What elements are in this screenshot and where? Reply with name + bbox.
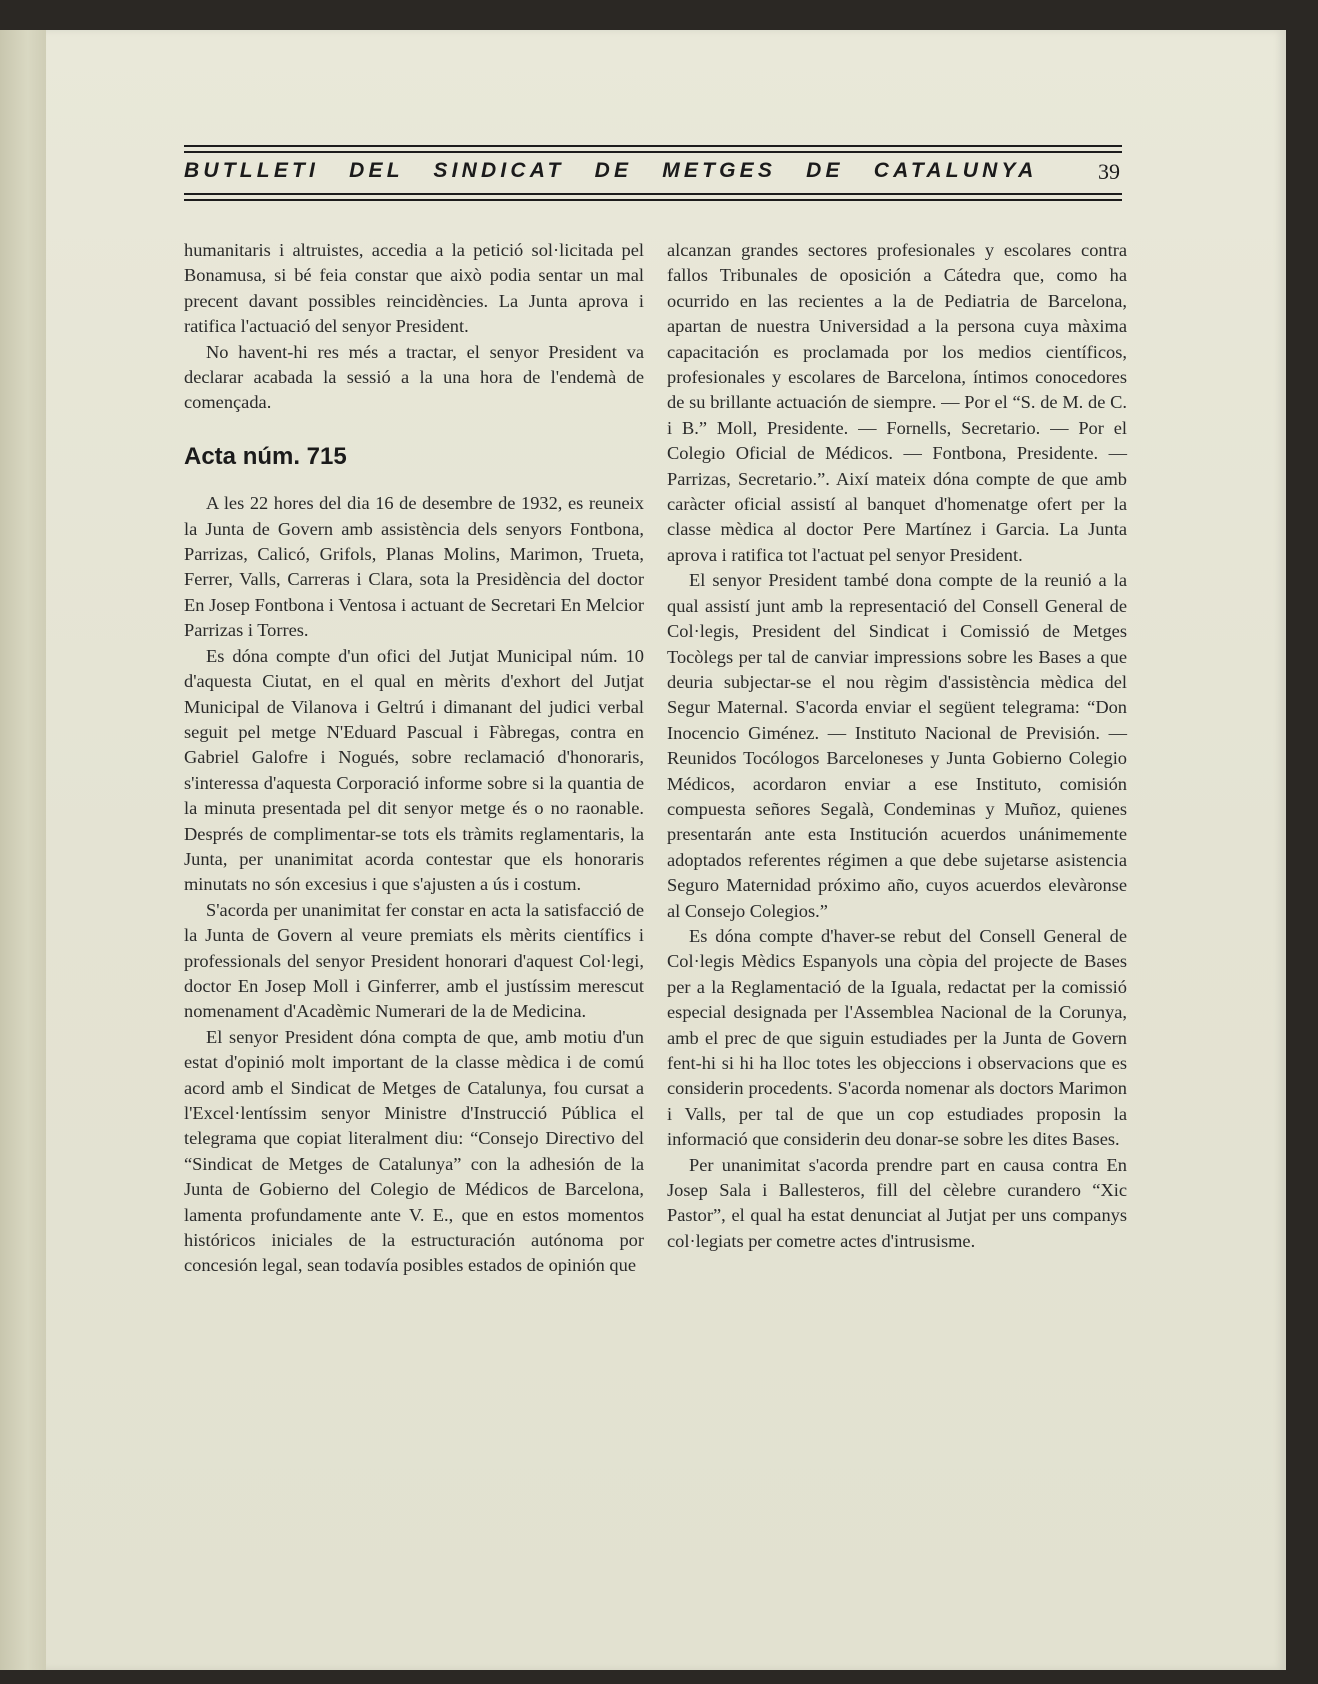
left-column xyxy=(184,238,644,1279)
paragraph: alcanzan grandes sectores profesionales y escolares contra fallos Tribunales de oposición a Cátedra que, como ha ocurrido en las recientes a la de Pediatria de Barcelona, apartan de nuestra Universidad a la persona cuya màxima capacitación es proclamada por los medios científicos, profesionales y escolares de Barcelona, íntimos conocedores de su brillante actuación de siempre. — Por el “S. de M. de C. i B.” Moll, Presidente. — Fornells, Secretario. — Por el Colegio Oficial de Médicos. — Fontbona, Presidente. — Parrizas, Secretario.”. Així mateix dóna compte de que amb caràcter oficial assistí al banquet d'homenatge ofert per la classe mèdica al doctor Pere Martínez i Garcia. La Junta aprova i ratifica tot l'actuat pel senyor President. xyxy=(667,240,1127,565)
header-rule-bottom xyxy=(184,193,1122,201)
paragraph: No havent-hi res més a tractar, el senyor President va declarar acabada la sessió a la una hora de l'endemà de començada. xyxy=(184,341,644,413)
running-header xyxy=(184,145,1122,201)
right-column xyxy=(667,238,1127,1254)
paragraph: El senyor President també dona compte de la reunió a la qual assistí junt amb la representació del Consell General de Col·legis, President del Sindicat i Comissió de Metges Tocòlegs per tal de canviar impressions sobre les Bases a que deuria subjectar-se el nou règim d'assistència mèdica del Segur Maternal. S'acorda enviar el següent telegrama: “Don Inocencio Giménez. — Instituto Nacional de Previsión. — Reunidos Tocólogos Barceloneses y Junta Gobierno Colegio Médicos, acordaron enviar a ese Instituto, comisión compuesta señores Segalà, Condeminas y Muñoz, quienes presentarán ante esta Institución acuerdos unánimemente adoptados referentes régimen a que debe sujetarse asistencia Seguro Maternidad próximo año, cuyos acuerdos elevàronse al Consejo Colegios.” xyxy=(667,570,1127,921)
journal-title: BUTLLETI DEL SINDICAT DE METGES DE CATALUNYA xyxy=(184,159,1038,182)
page-number: 39 xyxy=(1098,159,1120,184)
paragraph: Per unanimitat s'acorda prendre part en causa contra En Josep Sala i Ballesteros, fill del cèlebre curandero “Xic Pastor”, el qual ha estat denunciat al Jutjat per uns companys col·legiats per cometre actes d'intrusisme. xyxy=(667,1154,1127,1251)
book-spine xyxy=(0,30,49,1670)
section-heading: Acta núm. 715 xyxy=(184,442,347,470)
paragraph: Es dóna compte d'haver-se rebut del Consell General de Col·legis Mèdics Espanyols una còpia del projecte de Bases per a la Reglamentació de la Iguala, redactat per la comissió especial designada per l'Assemblea Nacional de la Corunya, amb el prec de que siguin estudiades per la Junta de Govern fent-hi si hi ha lloc totes les objeccions i observacions que es considerin procedents. S'acorda nomenar als doctors Marimon i Valls, per tal de que un cop estudiades proposin la informació que considerin deu donar-se sobre les dites Bases. xyxy=(667,925,1127,1150)
paragraph: A les 22 hores del dia 16 de desembre de 1932, es reuneix la Junta de Govern amb assistència dels senyors Fontbona, Parrizas, Calicó, Grifols, Planas Molins, Marimon, Trueta, Ferrer, Valls, Carreras i Clara, sota la Presidència del doctor En Josep Fontbona i Ventosa i actuant de Secretari En Melcior Parrizas i Torres. xyxy=(184,493,644,641)
paragraph: El senyor President dóna compta de que, amb motiu d'un estat d'opinió molt important de la classe mèdica i de comú acord amb el Sindicat de Metges de Catalunya, fou cursat a l'Excel·lentíssim senyor Ministre d'Instrucció Pública el telegrama que copiat literalment diu: “Consejo Directivo del “Sindicat de Metges de Catalunya” con la adhesión de la Junta de Gobierno del Colegio de Médicos de Barcelona, lamenta profundamente ante V. E., que en estos momentos históricos iniciales de la estructuración autónoma por concesión legal, sean todavía posibles estados de opinión que xyxy=(184,1026,644,1276)
paragraph: S'acorda per unanimitat fer constar en acta la satisfacció de la Junta de Govern al veure premiats els mèrits científics i professionals del senyor President honorari d'aquest Col·legi, doctor En Josep Moll i Ginferrer, amb el justíssim merescut nomenament d'Acadèmic Numerari de la de Medicina. xyxy=(184,899,644,1022)
paragraph: Es dóna compte d'un ofici del Jutjat Municipal núm. 10 d'aquesta Ciutat, en el qual en mèrits d'exhort del Jutjat Municipal de Vilanova i Geltrú i dimanant del judici verbal seguit pel metge N'Eduard Pascual i Fàbregas, contra en Gabriel Galofre i Nogués, sobre reclamació d'honoraris, s'interessa d'aquesta Corporació informe sobre si la quantia de la minuta presentada pel dit senyor metge és o no raonable. Després de complimentar-se tots els tràmits reglamentaris, la Junta, per unanimitat acorda contestar que els honoraris minutats no són excesius i que s'ajusten a ús i costum. xyxy=(184,645,644,895)
header-rule-top xyxy=(184,145,1122,153)
paragraph: humanitaris i altruistes, accedia a la petició sol·licitada pel Bonamusa, si bé feia constar que això podia sentar un mal precent davant possibles reincidències. La Junta aprova i ratifica l'actuació del senyor President. xyxy=(184,240,644,337)
